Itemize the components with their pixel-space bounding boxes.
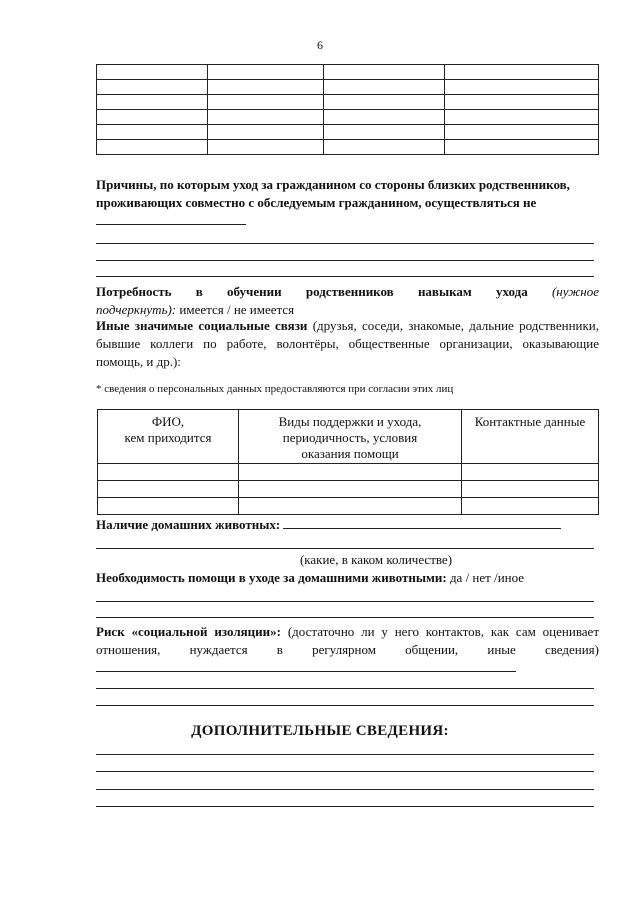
reasons-label: Причины, по которым уход за гражданином со стороны близких родственников, проживающих совместно с обследуемым гражданином, осуществляться не [96, 176, 594, 230]
additional-line-3[interactable] [96, 789, 594, 790]
training-label: Потребность в обучении родственников навыкам ухода [96, 284, 528, 299]
isolation-line-2[interactable] [96, 688, 594, 689]
reasons-line-3[interactable] [96, 276, 594, 277]
pet-help-line-1[interactable] [96, 601, 594, 602]
social-text: (друзья, соседи, знакомые, дальние родственники, бывшие коллеги по работе, волонтёры, общественные организации, оказывающие помощь, и др.): [96, 318, 600, 369]
additional-line-1[interactable] [96, 754, 594, 755]
page-number: 6 [317, 38, 323, 52]
table-row [98, 498, 599, 515]
social-section [96, 317, 599, 371]
additional-line-2[interactable] [96, 771, 594, 772]
contacts-table [97, 409, 599, 515]
contacts-col-contacts-header: Контактные данные [462, 410, 599, 464]
contacts-col-support-header: Виды поддержки и ухода, периодичность, условия оказания помощи [239, 410, 462, 464]
isolation-label: Риск «социальной изоляции»: [96, 624, 281, 639]
training-hint-rest: подчеркнуть): [96, 302, 177, 317]
additional-heading: ДОПОЛНИТЕЛЬНЫЕ СВЕДЕНИЯ: [191, 723, 449, 739]
training-hint-part: (нужное [551, 284, 600, 299]
contacts-col-name-header: ФИО, кем приходится [98, 410, 239, 464]
social-label: Иные значимые социальные связи [96, 318, 308, 333]
reasons-line-2[interactable] [96, 260, 594, 261]
pets-section [96, 516, 599, 534]
pets-line-2[interactable] [96, 548, 594, 549]
pet-help-line-2[interactable] [96, 617, 594, 618]
pets-label: Наличие домашних животных: [96, 517, 281, 532]
isolation-section [96, 623, 599, 677]
isolation-line-3[interactable] [96, 705, 594, 706]
pet-help-label: Необходимость помощи в уходе за домашними животными: [96, 570, 447, 585]
pets-fill-line[interactable] [283, 516, 561, 529]
pet-help-section [96, 569, 606, 587]
additional-line-4[interactable] [96, 806, 594, 807]
footnote: * сведения о персональных данных предоставляются при согласии этих лиц [96, 383, 454, 395]
table-row [98, 464, 599, 481]
isolation-text: (достаточно ли у него контактов, как сам оценивает отношения, нуждается в регулярном общении, иные сведения) [96, 624, 600, 657]
reasons-line-1[interactable] [96, 243, 594, 244]
reasons-fill-line[interactable] [96, 212, 246, 225]
training-section [96, 283, 599, 319]
pet-help-options[interactable]: да / нет /иное [449, 570, 525, 585]
training-options[interactable]: имеется / не имеется [179, 302, 295, 317]
pets-caption: (какие, в каком количестве) [299, 552, 453, 567]
isolation-fill-line[interactable] [96, 659, 516, 672]
table-row [98, 481, 599, 498]
top-table [96, 64, 599, 155]
